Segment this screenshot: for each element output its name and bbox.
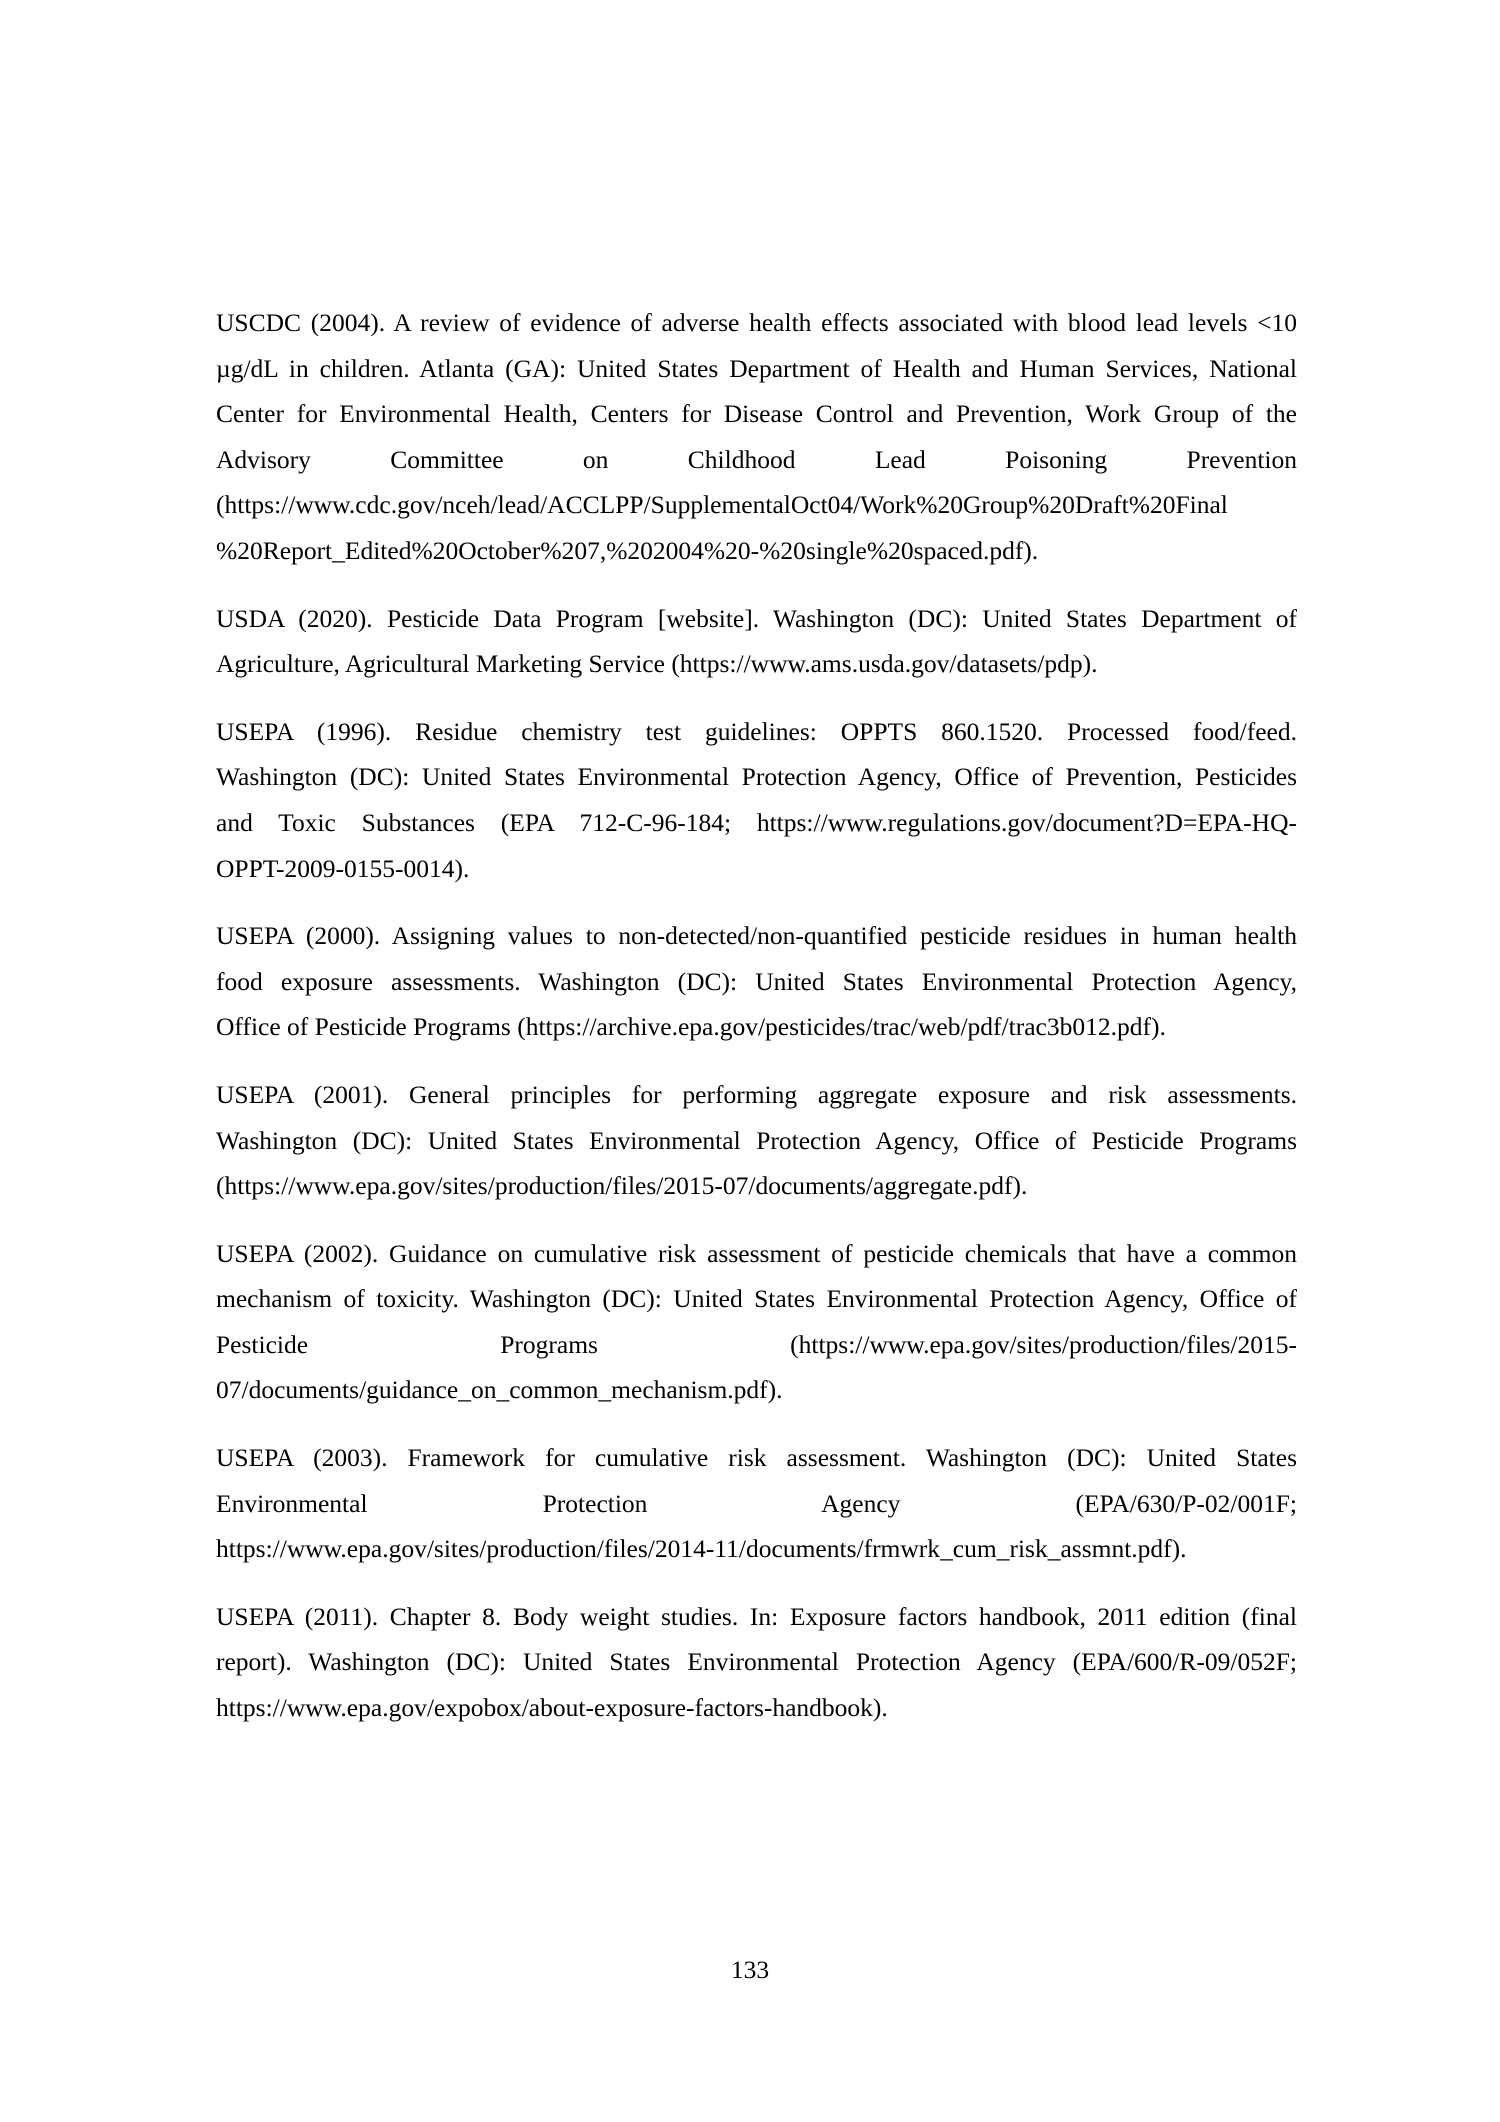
reference-entry-usepa-2001 <box>216 1072 1297 1209</box>
reference-entry-usepa-1996 <box>216 709 1297 891</box>
reference-line: food exposure assessments. Washington (DC): United States Environmental Protection Agency, <box>216 966 1297 996</box>
reference-line: Pesticide Programs (https://www.epa.gov/sites/production/files/2015- <box>216 1329 1297 1359</box>
reference-entry-usepa-2002 <box>216 1231 1297 1413</box>
reference-line: USDA (2020). Pesticide Data Program [website]. Washington (DC): United States Department of <box>216 603 1297 633</box>
reference-link[interactable]: (https://www.epa.gov/sites/production/files/2015-07/documents/aggregate.pdf). <box>216 1171 1028 1201</box>
reference-link[interactable]: https://www.epa.gov/sites/production/files/2014-11/documents/frmwrk_cum_risk_assmnt.pdf). <box>216 1534 1187 1564</box>
reference-line: OPPT-2009-0155-0014). <box>216 853 470 883</box>
reference-line: mechanism of toxicity. Washington (DC): United States Environmental Protection Agency, Office of <box>216 1284 1297 1314</box>
reference-entry-usda-2020 <box>216 596 1297 687</box>
reference-link[interactable]: (https://www.cdc.gov/nceh/lead/ACCLPP/SupplementalOct04/Work%20Group%20Draft%20Final <box>216 490 1228 520</box>
reference-line: Advisory Committee on Childhood Lead Poisoning Prevention <box>216 444 1297 474</box>
reference-line: Environmental Protection Agency (EPA/630/P-02/001F; <box>216 1488 1297 1518</box>
reference-line: USCDC (2004). A review of evidence of adverse health effects associated with blood lead levels <10 <box>216 308 1297 337</box>
reference-entry-usepa-2000 <box>216 913 1297 1050</box>
reference-line: Agriculture, Agricultural Marketing Service (https://www.ams.usda.gov/datasets/pdp). <box>216 649 1098 679</box>
reference-entry-usepa-2011 <box>216 1594 1297 1731</box>
reference-link[interactable]: %20Report_Edited%20October%207,%202004%20-%20single%20spaced.pdf). <box>216 535 1039 565</box>
reference-link[interactable]: https://www.epa.gov/expobox/about-exposure-factors-handbook). <box>216 1693 888 1723</box>
reference-link[interactable]: 07/documents/guidance_on_common_mechanism.pdf). <box>216 1375 783 1405</box>
reference-line: USEPA (2000). Assigning values to non-detected/non-quantified pesticide residues in human health <box>216 921 1297 951</box>
reference-line: USEPA (1996). Residue chemistry test guidelines: OPPTS 860.1520. Processed food/feed. <box>216 716 1297 746</box>
reference-line: µg/dL in children. Atlanta (GA): United States Department of Health and Human Services, National <box>216 353 1297 383</box>
reference-line: Washington (DC): United States Environmental Protection Agency, Office of Prevention, Pesticides <box>216 762 1297 792</box>
reference-line: USEPA (2002). Guidance on cumulative risk assessment of pesticide chemicals that have a common <box>216 1238 1297 1268</box>
page-number: 133 <box>730 1955 770 1984</box>
reference-list <box>216 300 1297 1753</box>
reference-line: USEPA (2001). General principles for performing aggregate exposure and risk assessments. <box>216 1079 1297 1109</box>
reference-line: USEPA (2003). Framework for cumulative risk assessment. Washington (DC): United States <box>216 1443 1297 1473</box>
reference-entry-uscdc-2004 <box>216 300 1297 574</box>
reference-line: Washington (DC): United States Environmental Protection Agency, Office of Pesticide Programs <box>216 1125 1297 1155</box>
reference-line: and Toxic Substances (EPA 712-C-96-184; https://www.regulations.gov/document?D=EPA-HQ- <box>216 807 1297 837</box>
reference-line: USEPA (2011). Chapter 8. Body weight studies. In: Exposure factors handbook, 2011 edition (final <box>216 1601 1297 1631</box>
reference-entry-usepa-2003 <box>216 1435 1297 1572</box>
reference-line: report). Washington (DC): United States Environmental Protection Agency (EPA/600/R-09/052F; <box>216 1647 1297 1677</box>
reference-line: Office of Pesticide Programs (https://archive.epa.gov/pesticides/trac/web/pdf/trac3b012.pdf). <box>216 1012 1166 1042</box>
reference-line: Center for Environmental Health, Centers for Disease Control and Prevention, Work Group of the <box>216 399 1297 429</box>
